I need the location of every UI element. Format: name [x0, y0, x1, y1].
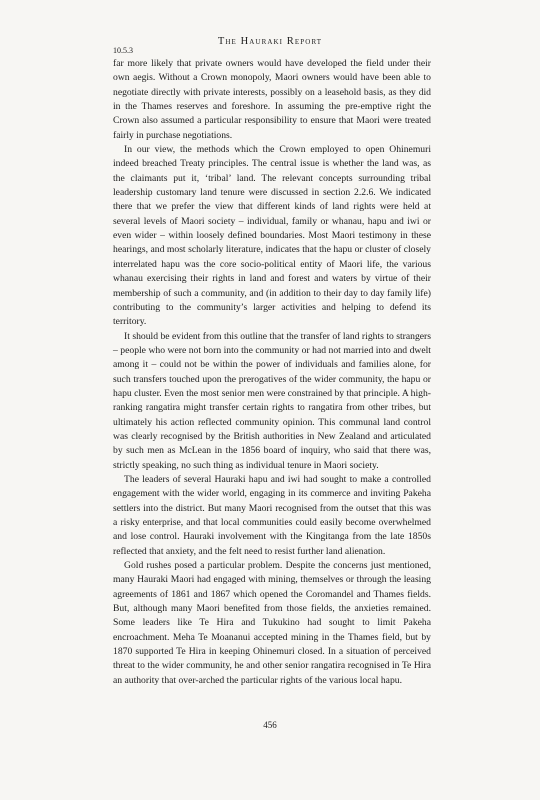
paragraph: It should be evident from this outline that the transfer of land rights to strangers – people who were not born into the community or had not married into and dwelt among it – could not be within the power of individuals and families alone, for such transfers touched upon the prerogatives of the wider community, the hapu or hapu cluster. Even the most senior men were constrained by that principle. A high-ranking rangatira might transfer certain rights to rangatira from other tribes, but ultimately his action reflected community opinion. This communal land control was clearly recognised by the British authorities in New Zealand and articulated by such men as McLean in the 1856 board of inquiry, who said that there was, strictly speaking, no such thing as individual tenure in Maori society. — [113, 330, 431, 471]
paragraph: far more likely that private owners would have developed the field under their own aegis. Without a Crown monopoly, Maori owners would have been able to negotiate directly with private interests, possibly on a leasehold basis, as they did in the Thames reserves and foreshore. In assuming the pre-emptive right the Crown also assumed a particular responsibility to ensure that Maori were treated fairly in purchase negotiations. — [113, 58, 431, 141]
page-number: 456 — [263, 720, 277, 730]
section-number: 10.5.3 — [113, 46, 133, 55]
paragraph: The leaders of several Hauraki hapu and iwi had sought to make a controlled engagement with the wider world, engaging in its commerce and inviting Pakeha settlers into the district. But many Maori recognised from the outset that this was a risky enterprise, and that local communities could easily become overwhelmed and lose control. Hauraki involvement with the Kingitanga from the late 1850s reflected that anxiety, and the felt need to resist further land alienation. — [113, 473, 431, 557]
body-text — [113, 57, 431, 688]
paragraph: Gold rushes posed a particular problem. Despite the concerns just mentioned, many Hauraki Maori had engaged with mining, themselves or through the leasing agreements of 1861 and 1867 which opened the Coromandel and Thames fields. But, although many Maori benefited from those fields, the anxieties remained. Some leaders like Te Hira and Tukukino had sought to limit Pakeha encroachment. Meha Te Moananui accepted mining in the Thames field, but by 1870 supported Te Hira in keeping Ohinemuri closed. In a situation of perceived threat to the wider community, he and other senior rangatira recognised in Te Hira an authority that over-arched the particular rights of the various local hapu. — [113, 560, 431, 686]
paragraph: In our view, the methods which the Crown employed to open Ohinemuri indeed breached Treaty principles. The central issue is whether the land was, as the claimants put it, ‘tribal’ land. The relevant concepts surrounding tribal leadership customary land tenure were discussed in section 2.2.6. We indicated there that we prefer the view that different kinds of land rights were held at several levels of Maori society – individual, family or whanau, hapu and iwi or even wider – within loosely defined boundaries. Most Maori testimony in these hearings, and most scholarly literature, indicates that the hapu or cluster of closely interrelated hapu was the core socio-political entity of Maori life, the various whanau exercising their rights in land and forest and waters by virtue of their membership of such a community, and (in addition to their day to day family life) contributing to the community’s larger activities and helping to defend its territory. — [113, 144, 431, 328]
running-header-title: The Hauraki Report — [217, 36, 323, 47]
